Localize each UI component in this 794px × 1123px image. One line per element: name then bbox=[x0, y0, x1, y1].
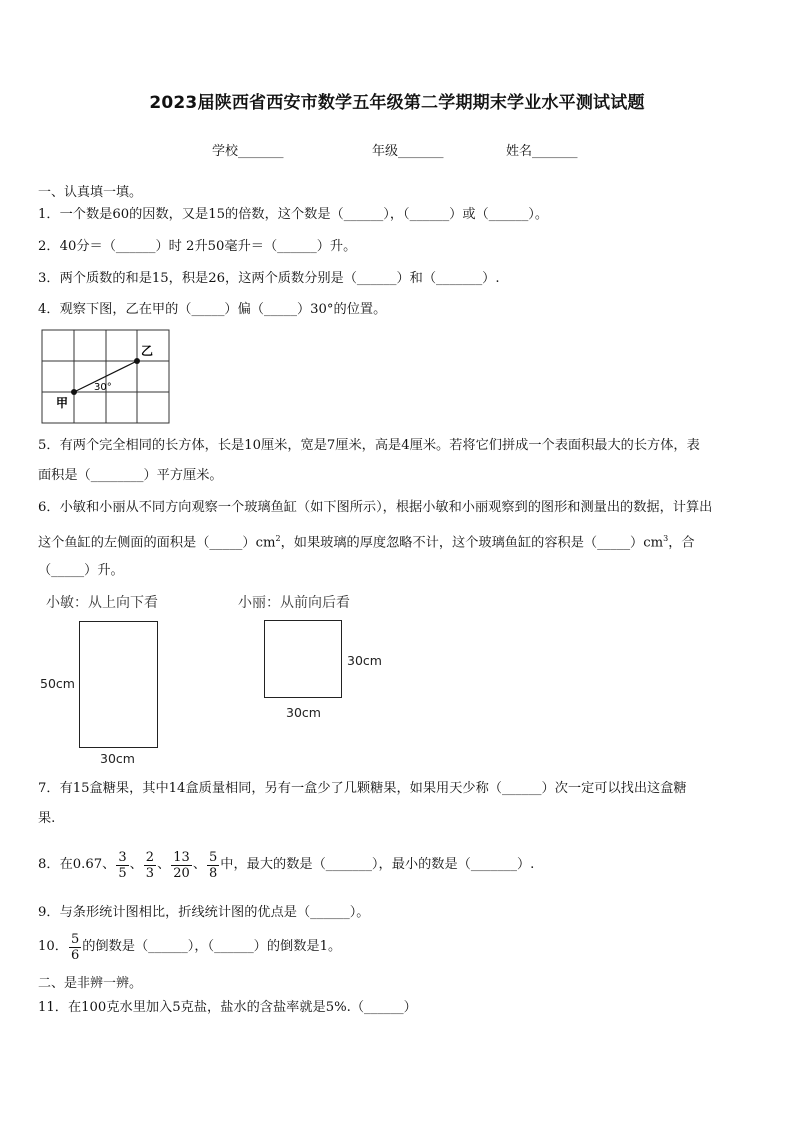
q8-prefix: 8．在0.67、 bbox=[38, 857, 116, 872]
grade-field bbox=[372, 140, 444, 159]
fraction-13-20: $\frac{13}{20}$ bbox=[173, 849, 190, 881]
question-5-line-1: 5．有两个完全相同的长方体，长是10厘米，宽是7厘米，高是4厘米。若将它们拼成一个表面积最大的长方体，表 bbox=[38, 438, 700, 453]
q6-text-c: ，合 bbox=[668, 535, 695, 551]
question-11: 11．在100克水里加入5克盐，盐水的含盐率就是5%.（______） bbox=[38, 1000, 417, 1015]
q10-prefix: 10． bbox=[38, 939, 68, 954]
xiaomin-caption: 小敏：从上向下看 bbox=[46, 595, 158, 611]
section-heading-2: 二、是非辨一辨。 bbox=[38, 976, 143, 991]
question-7-line-2: 果. bbox=[38, 811, 56, 826]
school-blank: _______ bbox=[238, 144, 284, 159]
fraction-5-6: $\frac{5}{6}$ bbox=[70, 931, 80, 963]
question-6-line-1: 6．小敏和小丽从不同方向观察一个玻璃鱼缸（如下图所示），根据小敏和小丽观察到的图形和测量出的数据，计算出 bbox=[38, 500, 713, 515]
name-field bbox=[506, 140, 578, 159]
name-blank: _______ bbox=[532, 144, 578, 159]
question-6-line-2 bbox=[38, 529, 695, 553]
q10-suffix: 的倒数是（______），（______）的倒数是1。 bbox=[82, 939, 342, 954]
fraction-5-8: $\frac{5}{8}$ bbox=[209, 849, 218, 881]
page-title: 2023届陕西省西安市数学五年级第二学期期末学业水平测试试题 bbox=[149, 93, 645, 113]
dim-width-30-top-view: 30cm bbox=[100, 751, 135, 766]
dim-width-30-front-view: 30cm bbox=[286, 705, 321, 720]
name-label: 姓名 bbox=[506, 144, 533, 159]
question-2: 2．40分＝（______）时 2升50毫升＝（______）升。 bbox=[38, 239, 357, 254]
school-label: 学校 bbox=[212, 144, 239, 159]
grade-blank: _______ bbox=[398, 144, 444, 159]
q8-suffix: 中，最大的数是（_______），最小的数是（_______）. bbox=[220, 857, 535, 872]
xiaoli-caption: 小丽：从前向后看 bbox=[238, 595, 350, 611]
dim-height-30-front-view: 30cm bbox=[347, 653, 382, 668]
question-8: 8．在0.67、 $\frac{3}{5}$ 、 $\frac{2}{3}$ 、 $\frac{13}{20}$ 、 $\frac{5}{8}$ 中，最大的数是（_______），最小的数是（_______）. bbox=[38, 849, 535, 881]
point-a bbox=[71, 389, 77, 395]
label-a: 甲 bbox=[56, 396, 69, 410]
question-1: 1．一个数是60的因数，又是15的倍数，这个数是（______），（______）或（______）。 bbox=[38, 207, 549, 222]
question-3: 3．两个质数的和是15，积是26，这两个质数分别是（______）和（_______）. bbox=[38, 271, 500, 286]
question-7-line-1: 7．有15盒糖果，其中14盒质量相同，另有一盒少了几颗糖果，如果用天少称（______）次一定可以找出这盒糖 bbox=[38, 781, 687, 796]
question-6-line-3: （_____）升。 bbox=[38, 563, 124, 578]
dim-height-50: 50cm bbox=[40, 676, 75, 691]
question-4: 4．观察下图，乙在甲的（_____）偏（_____）30°的位置。 bbox=[38, 302, 387, 317]
question-5-line-2: 面积是（________）平方厘米。 bbox=[38, 468, 223, 483]
question-10 bbox=[38, 930, 341, 964]
question-9: 9．与条形统计图相比，折线统计图的优点是（______）。 bbox=[38, 905, 370, 920]
grid-direction-figure bbox=[40, 328, 172, 426]
point-b bbox=[134, 358, 140, 364]
angle-label: 30° bbox=[94, 382, 112, 393]
grade-label: 年级 bbox=[372, 144, 399, 159]
school-field bbox=[212, 140, 284, 159]
top-view-rectangle bbox=[79, 621, 158, 748]
q6-text-a: 这个鱼缸的左侧面的面积是（_____）cm bbox=[38, 535, 276, 551]
q6-sup-3: 3 bbox=[663, 534, 669, 543]
section-heading-1: 一、认真填一填。 bbox=[38, 185, 143, 200]
q6-text-b: ，如果玻璃的厚度忽略不计，这个玻璃鱼缸的容积是（_____）cm bbox=[280, 535, 664, 551]
q6-sup-2: 2 bbox=[275, 534, 281, 543]
label-b: 乙 bbox=[141, 344, 154, 358]
fraction-3-5: $\frac{3}{5}$ bbox=[118, 849, 127, 881]
fraction-2-3: $\frac{2}{3}$ bbox=[145, 849, 155, 881]
front-view-square bbox=[264, 620, 342, 698]
